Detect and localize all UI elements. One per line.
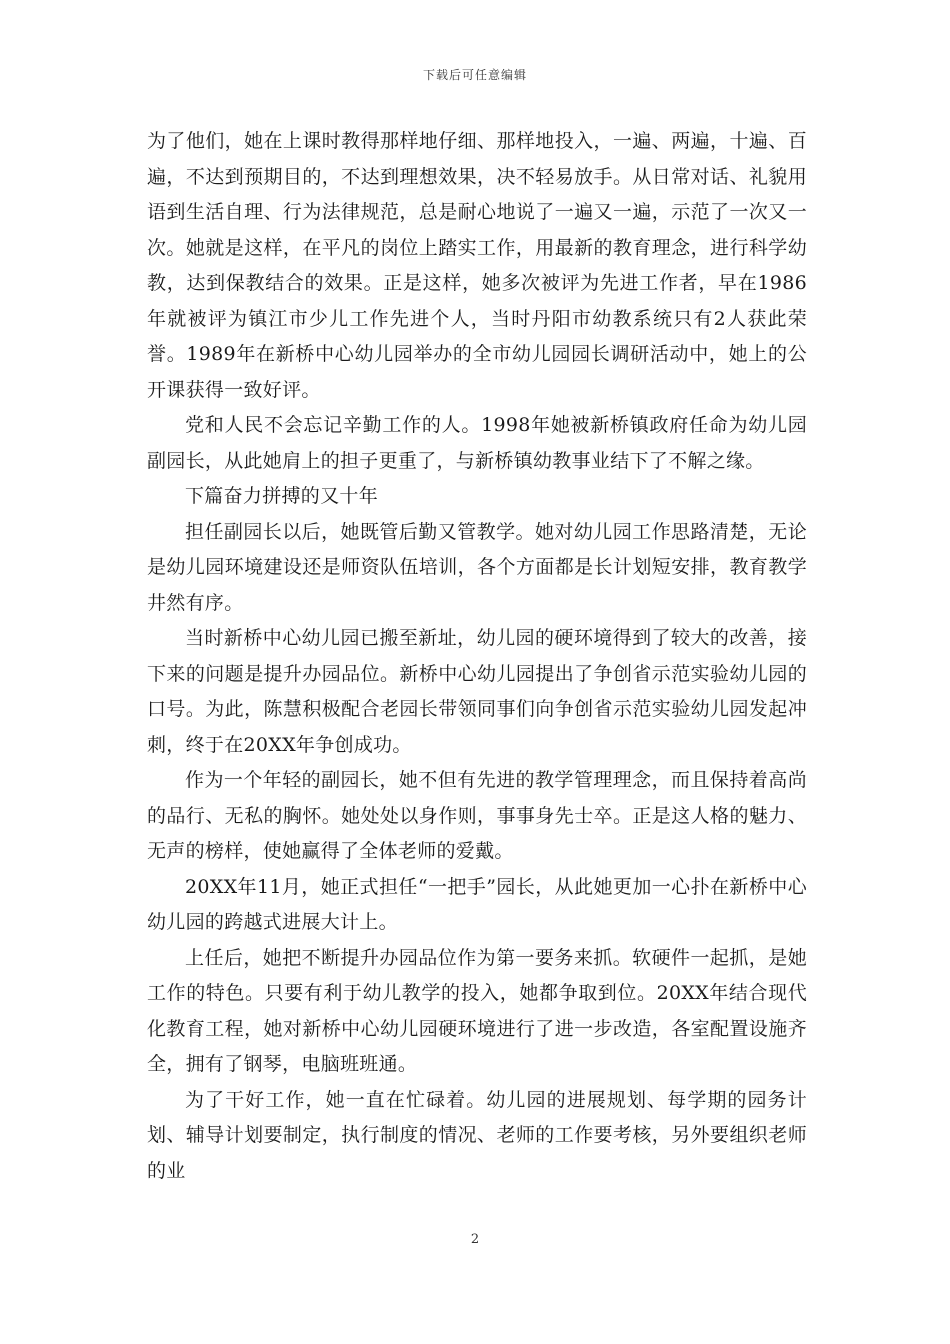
page-header: 下载后可任意编辑	[422, 68, 527, 82]
body-text	[147, 124, 807, 1189]
paragraph: 20XX年11月，她正式担任“一把手”园长，从此她更加一心扑在新桥中心幼儿园的跨越式进展大计上。	[147, 875, 807, 933]
page-number: 2	[470, 1232, 480, 1247]
section-heading: 下篇奋力拼搏的又十年	[185, 485, 379, 507]
paragraph: 担任副园长以后，她既管后勤又管教学。她对幼儿园工作思路清楚，无论是幼儿园环境建设还是师资队伍培训，各个方面都是长计划短安排，教育教学井然有序。	[147, 520, 807, 614]
paragraph: 为了他们，她在上课时教得那样地仔细、那样地投入，一遍、两遍，十遍、百遍，不达到预期目的，不达到理想效果，决不轻易放手。从日常对话、礼貌用语到生活自理、行为法律规范，总是耐心地说了一遍又一遍，示范了一次又一次。她就是这样，在平凡的岗位上踏实工作，用最新的教育理念，进行科学幼教，达到保教结合的效果。正是这样，她多次被评为先进工作者，早在1986年就被评为镇江市少儿工作先进个人，当时丹阳市幼教系统只有2人获此荣誉。1989年在新桥中心幼儿园举办的全市幼儿园园长调研活动中，她上的公开课获得一致好评。	[147, 130, 807, 401]
paragraph: 上任后，她把不断提升办园品位作为第一要务来抓。软硬件一起抓，是她工作的特色。只要有利于幼儿教学的投入，她都争取到位。20XX年结合现代化教育工程，她对新桥中心幼儿园硬环境进行了进一步改造，各室配置设施齐全，拥有了钢琴，电脑班班通。	[147, 946, 807, 1075]
paragraph: 为了干好工作，她一直在忙碌着。幼儿园的进展规划、每学期的园务计划、辅导计划要制定，执行制度的情况、老师的工作要考核，另外要组织老师的业	[147, 1088, 807, 1182]
paragraph: 当时新桥中心幼儿园已搬至新址，幼儿园的硬环境得到了较大的改善，接下来的问题是提升办园品位。新桥中心幼儿园提出了争创省示范实验幼儿园的口号。为此，陈慧积极配合老园长带领同事们向争创省示范实验幼儿园发起冲刺，终于在20XX年争创成功。	[147, 627, 807, 756]
paragraph: 党和人民不会忘记辛勤工作的人。1998年她被新桥镇政府任命为幼儿园副园长，从此她肩上的担子更重了，与新桥镇幼教事业结下了不解之缘。	[147, 414, 807, 472]
paragraph: 作为一个年轻的副园长，她不但有先进的教学管理理念，而且保持着高尚的品行、无私的胸怀。她处处以身作则，事事身先士卒。正是这人格的魅力、无声的榜样，使她赢得了全体老师的爱戴。	[147, 769, 807, 862]
